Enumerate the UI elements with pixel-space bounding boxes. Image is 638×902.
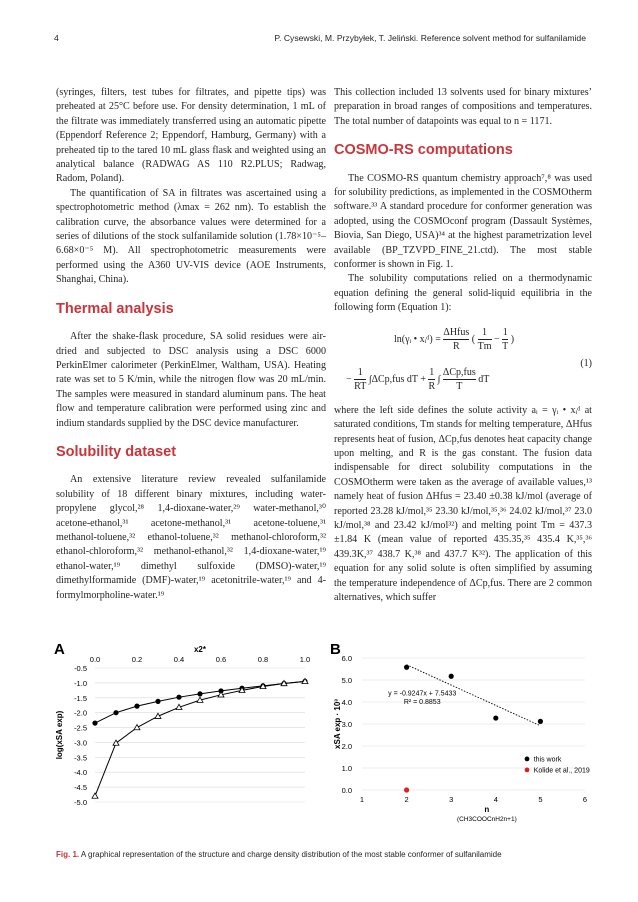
fraction: $\frac{1}{T}$ <box>502 326 509 352</box>
y-tick-label: -5.0 <box>74 798 87 807</box>
data-point <box>197 691 202 696</box>
paragraph: The COSMO-RS quantum chemistry approach⁷,⁸ was used for solubility predictions, as implemented in the COSMOtherm software.³³ A standard procedure for conformer generation was adopted, using the COSMOconf program (Dassault Systèmes, Biovia, San Diego, USA)³⁴ at the highest parametrization level available (BP_TZVPD_FINE_21.ctd). The most stable conformer is shown in Fig. 1. <box>334 172 592 271</box>
figure-svg <box>0 640 638 850</box>
y-tick-label: 1.0 <box>341 764 352 773</box>
right-column <box>334 86 592 605</box>
data-point <box>449 674 454 679</box>
section-heading-thermal: Thermal analysis <box>56 300 174 317</box>
equation-line-1: ln(γᵢ • xᵢᵈ) = $\frac{\text{ΔHfus}}{R}$ ( $\frac{1}{Tm}$ − $\frac{1}{T}$ ) <box>394 326 515 352</box>
y-tick-label: -3.5 <box>74 753 87 763</box>
fraction: $\frac{\text{ΔHfus}}{R}$ <box>443 326 470 352</box>
paragraph: where the left side defines the solute activity aᵢ = γᵢ • xᵢᵈ at saturated conditions, Tm stands for melting temperature, ΔHfus represents heat of fusion, ΔCp,fus denotes heat capacity change upon melting, and R is the gas constant. The fusion data indispensable for direct solubility computations in the COSMOtherm were taken as the average of available values,¹³ namely heat of fusion ΔHfus = 23.40 ±0.38 kJ/mol (average of reported 23.28 kJ/mol,³⁵ 23.30 kJ/mol,³⁵,³⁶ 24.02 kJ/mol,³⁷ 23.0 kJ/mol,³⁸ and 23.42 kJ/mol³²) and melting point Tm = 437.3 ±1.84 K (mean value of reported 435.35,³⁵ 435.4 K,³⁵,³⁶ 439.3K,³⁷ 438.7 K,³⁸ and 437.7 K³²). The application of this equation for any solid solute is often simplified by assuming the temperature independence of ΔCp,fus. There are 2 common alternatives, which suffer <box>334 404 592 603</box>
data-point <box>134 704 139 709</box>
x-tick-label: 1 <box>359 795 365 804</box>
x-tick-label: 2 <box>404 795 409 804</box>
paragraph: The solubility computations relied on a thermodynamic equation defining the general solid-liquid equilibria in the following form (Equation 1): <box>334 273 592 314</box>
panel-b-label: B <box>330 641 341 658</box>
x-axis-label: n <box>484 805 490 814</box>
x-tick-label: 3 <box>449 795 454 804</box>
y-tick-label: 2.0 <box>341 742 352 751</box>
y-tick-label: 3.0 <box>341 720 352 729</box>
trendline-r2: R² = 0.8853 <box>403 699 441 707</box>
x-tick-label: 0.0 <box>89 655 101 664</box>
y-tick-label: -0.5 <box>74 664 87 673</box>
x-axis-sublabel: (CH3COOCnH2n+1) <box>456 816 517 823</box>
paragraph: An extensive literature review revealed sulfanilamide solubility of 18 different binary mixtures, including water-propylene glycol,²⁸ 1,4-dioxane-water,²⁹ water-methanol,³⁰ acetone-ethanol,³¹ acetone-methanol,³¹ acetone-toluene,³¹ methanol-toluene,³² ethanol-toluene,³² methanol-chloroform,³² ethanol-chloroform,³² methanol-ethanol,³² 1,4-dioxane-water,¹⁹ ethanol-water,¹⁹ dimethyl sulfoxide (DMSO)-water,¹⁹ dimethylformamide (DMF)-water,¹⁹ acetonitrile-water,¹⁹ and 4-formylmorpholine-water.¹⁹ <box>56 474 326 601</box>
y-tick-label: -4.5 <box>74 783 87 793</box>
y-tick-label: 0.0 <box>341 786 352 795</box>
paragraph: This collection included 13 solvents used for binary mixtures’ preparation in broad ranges of compositions and temperatures. The total number of datapoints was equal to n = 1171. <box>334 87 592 127</box>
fraction: $\frac{1}{R}$ <box>428 366 436 392</box>
x-tick-label: 4 <box>493 795 498 804</box>
equation-line-2: − $\frac{1}{RT}$ ∫ΔCp,fus dT + $\frac{1}{R}$ ∫ $\frac{\text{ΔCp,fus}}{T}$ dT <box>346 366 490 392</box>
fraction: $\frac{\text{ΔCp,fus}}{T}$ <box>442 366 476 392</box>
section-heading-solubility: Solubility dataset <box>56 443 177 460</box>
y-tick-label: -2.0 <box>74 708 87 718</box>
x-tick-label: 1.0 <box>299 655 311 664</box>
x-tick-label: 5 <box>538 795 543 804</box>
trendline-equation: y = -0.9247x + 7.5433 <box>388 690 457 698</box>
panel-a-label: A <box>54 641 65 658</box>
data-point <box>134 725 140 730</box>
y-tick-label: 6.0 <box>341 654 352 663</box>
y-axis-label: xSA exp · 10³ <box>333 699 342 749</box>
fraction: $\frac{1}{RT}$ <box>354 366 367 392</box>
y-tick-label: -3.0 <box>74 738 87 748</box>
data-point <box>92 793 98 798</box>
running-title: P. Cysewski, M. Przybyłek, T. Jeliński. Reference solvent method for sulfanilamide <box>274 33 586 43</box>
y-tick-label: -2.5 <box>74 723 87 733</box>
caption-label: Fig. 1. <box>56 850 80 859</box>
x-tick-label: 0.2 <box>131 655 143 664</box>
caption-text: A graphical representation of the structure and charge density distribution of the most stable conformer of sulfanilamide <box>80 850 502 859</box>
data-point <box>404 787 409 792</box>
page-number: 4 <box>54 33 59 43</box>
data-point <box>404 665 409 670</box>
equation-number: (1) <box>580 357 592 369</box>
data-point <box>176 695 181 700</box>
equation-1 <box>334 322 592 400</box>
panel-a-chart <box>55 645 310 807</box>
y-tick-label: -1.0 <box>74 678 87 688</box>
legend-marker <box>525 768 530 773</box>
section-heading-cosmo: COSMO-RS computations <box>334 142 513 159</box>
y-axis-label: log(xSA exp) <box>55 710 64 760</box>
y-tick-label: 4.0 <box>341 698 352 707</box>
y-tick-label: -4.0 <box>74 768 87 778</box>
equation-lhs: ln(γᵢ • xᵢᵈ) = <box>394 333 441 345</box>
data-point <box>538 719 543 724</box>
left-column <box>56 86 326 603</box>
paragraph: The quantification of SA in filtrates was ascertained using a spectrophotometric method (λmax = 262 nm). To establish the calibration curve, the absorbance values were determined for a series of dilutions of the stock sulfanilamide solution (1.78×10⁻⁵–6.68×0⁻⁵ M). All spectrophotometric measurements were performed using the A360 UV-VIS device (AOE Instruments, Shanghai, China). <box>56 187 326 286</box>
fraction: $\frac{1}{Tm}$ <box>477 326 492 352</box>
panel-b-chart <box>333 654 590 823</box>
figure-caption <box>56 850 502 859</box>
data-point <box>493 715 498 720</box>
paragraph: (syringes, filters, test tubes for filtrates, and pipette tips) was preheated at 25°C before use. For density determination, 1 mL of the filtrate was immediately transferred using an automatic pipette (Eppendorf Reference 2; Eppendorf, Hamburg, Germany) with a preheated tip to the tared 10 mL glass flask and weighted using an analytical balance (RADWAG AS 110 R2.PLUS; Radwag, Radom, Poland). <box>56 87 326 185</box>
legend-marker <box>525 757 530 762</box>
paragraph: After the shake-flask procedure, SA solid residues were air-dried and subjected to DSC analysis using a DSC 6000 PerkinElmer calorimeter (PerkinElmer, Waltham, USA). Heating rate was set to 5 K/min, while the nitrogen flow was 20 mL/min. The samples were measured in standard aluminum pans. The heat flow and temperature calibration were performed using zinc and indium standards supplied by the DSC device manufacturer. <box>56 331 326 429</box>
legend-label: Kolide et al., 2019 <box>533 767 590 775</box>
data-point <box>92 720 97 725</box>
x-tick-label: 0.8 <box>257 655 269 664</box>
x-tick-label: 0.6 <box>215 655 227 664</box>
x-axis-label: x2* <box>193 645 207 654</box>
x-tick-label: 6 <box>582 795 588 804</box>
integral: ∫ΔCp,fus dT + <box>368 373 426 385</box>
figure <box>0 640 638 860</box>
legend-label: this work <box>533 756 562 764</box>
x-tick-label: 0.4 <box>173 655 185 664</box>
y-tick-label: -1.5 <box>74 693 87 703</box>
data-point <box>155 699 160 704</box>
y-tick-label: 5.0 <box>341 676 352 685</box>
data-point <box>113 710 118 715</box>
